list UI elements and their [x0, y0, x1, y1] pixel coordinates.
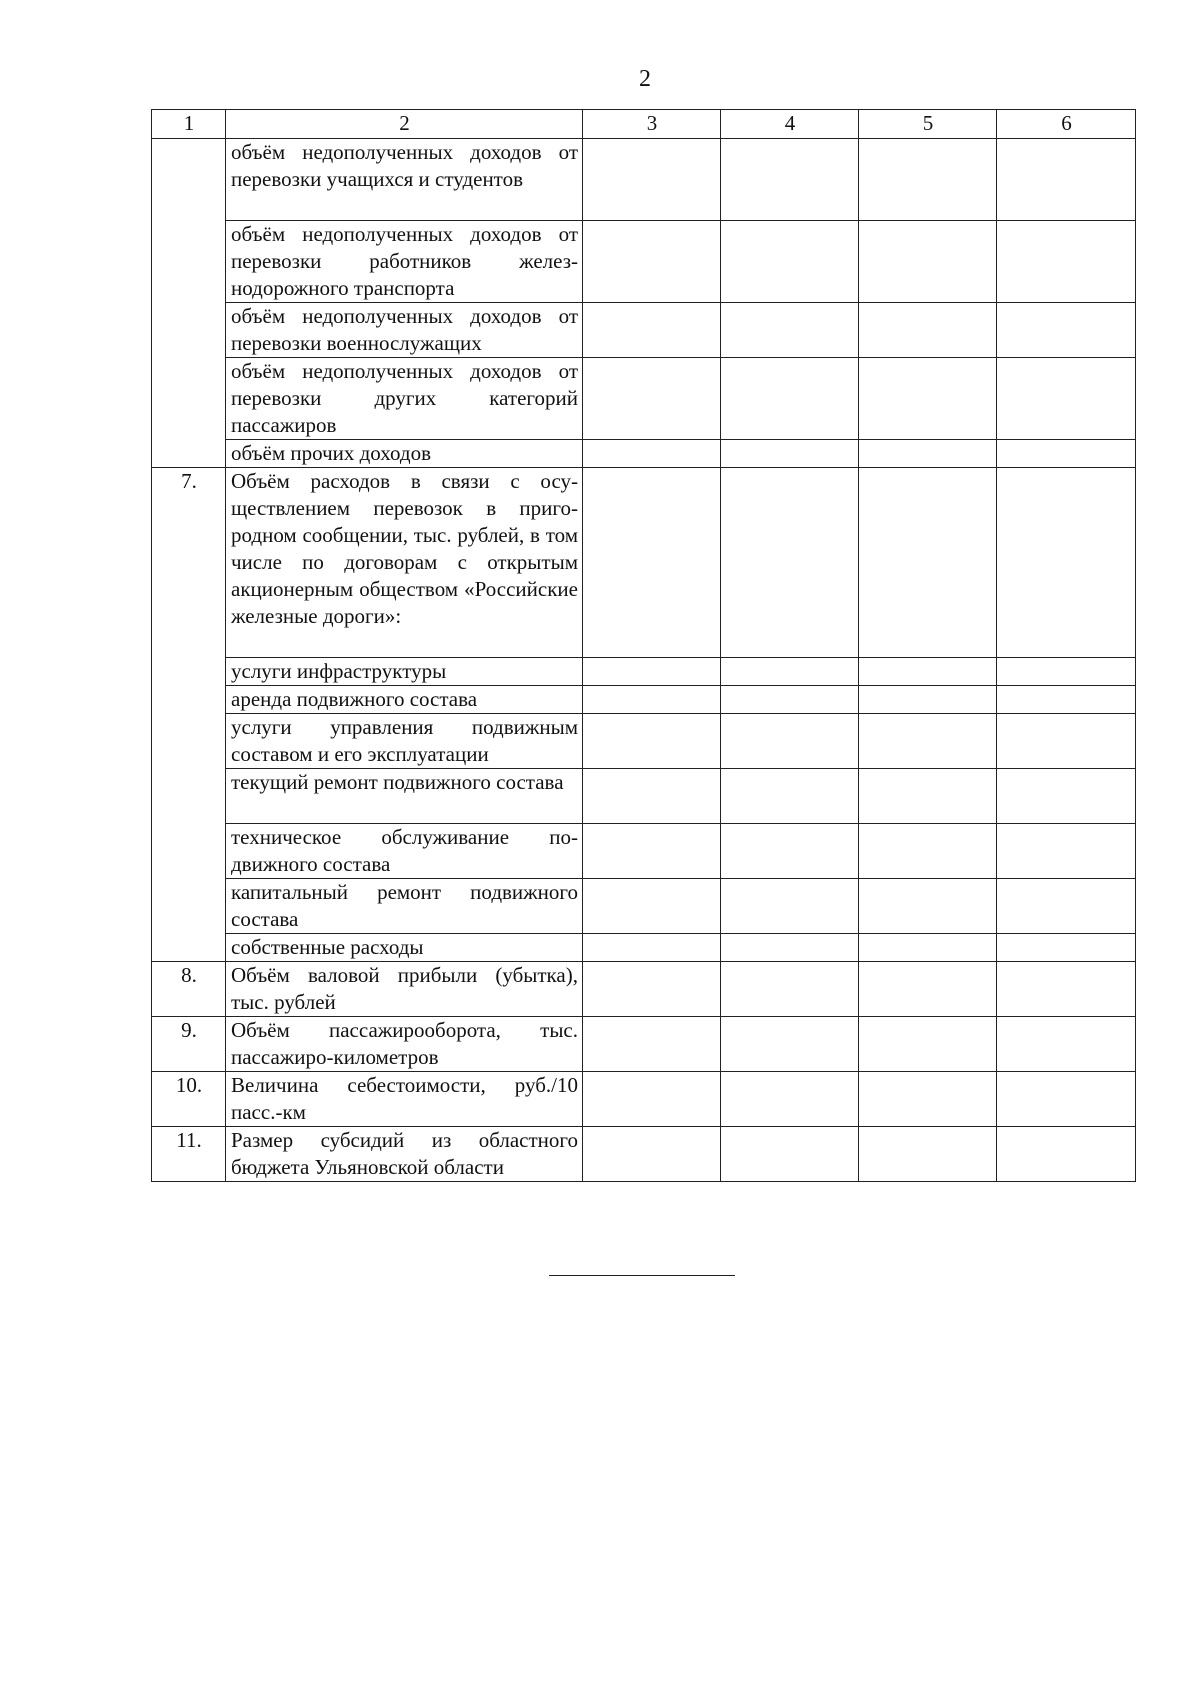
value-cell — [583, 658, 721, 686]
value-cell — [859, 440, 997, 468]
table-row — [152, 686, 1136, 714]
row-number-cell: 8. — [152, 962, 226, 1017]
value-cell — [721, 468, 859, 658]
value-cell — [583, 358, 721, 440]
value-cell — [859, 658, 997, 686]
table-header-row — [152, 110, 1136, 139]
value-cell — [997, 303, 1136, 358]
value-cell — [721, 1072, 859, 1127]
value-cell — [997, 358, 1136, 440]
value-cell — [721, 1127, 859, 1182]
value-cell — [859, 879, 997, 934]
end-rule — [549, 1275, 735, 1276]
value-cell — [583, 714, 721, 769]
value-cell — [997, 139, 1136, 221]
value-cell — [721, 769, 859, 824]
table-row — [152, 440, 1136, 468]
table-row — [152, 824, 1136, 879]
value-cell — [583, 769, 721, 824]
table-row — [152, 1017, 1136, 1072]
value-cell — [997, 769, 1136, 824]
row-number-cell — [152, 139, 226, 468]
column-header: 6 — [997, 110, 1136, 139]
value-cell — [583, 879, 721, 934]
table-row — [152, 1127, 1136, 1182]
value-cell — [721, 686, 859, 714]
row-description-cell: Размер субсидий из областного бюджета Ульяновской области — [226, 1127, 583, 1182]
column-header: 5 — [859, 110, 997, 139]
table-row — [152, 139, 1136, 221]
value-cell — [997, 962, 1136, 1017]
value-cell — [997, 714, 1136, 769]
value-cell — [859, 468, 997, 658]
value-cell — [583, 139, 721, 221]
value-cell — [859, 1072, 997, 1127]
value-cell — [859, 303, 997, 358]
data-table — [151, 109, 1136, 1182]
value-cell — [859, 824, 997, 879]
row-description-cell: собственные расходы — [226, 934, 583, 962]
table-row — [152, 714, 1136, 769]
value-cell — [997, 934, 1136, 962]
row-description-cell: Объём расходов в связи с осуществлением перевозок в пригородном сообщении, тыс. рублей, в том числе по договорам с открытым акционерным обществом «Российские железные дороги»: — [226, 468, 583, 658]
value-cell — [859, 1127, 997, 1182]
row-description-cell: объём недополученных доходов от перевозки других категорий пассажиров — [226, 358, 583, 440]
table-row — [152, 358, 1136, 440]
table-row — [152, 221, 1136, 303]
value-cell — [721, 358, 859, 440]
value-cell — [721, 658, 859, 686]
row-number-cell: 10. — [152, 1072, 226, 1127]
value-cell — [721, 221, 859, 303]
value-cell — [859, 686, 997, 714]
page-number: 2 — [639, 66, 651, 92]
value-cell — [583, 824, 721, 879]
row-description-cell: Величина себестоимости, руб./10 пасс.-км — [226, 1072, 583, 1127]
column-header: 4 — [721, 110, 859, 139]
value-cell — [583, 686, 721, 714]
row-description-cell: техническое обслуживание подвижного состава — [226, 824, 583, 879]
row-number-cell: 11. — [152, 1127, 226, 1182]
value-cell — [583, 221, 721, 303]
value-cell — [583, 440, 721, 468]
row-number-cell: 9. — [152, 1017, 226, 1072]
value-cell — [859, 714, 997, 769]
value-cell — [583, 303, 721, 358]
value-cell — [997, 658, 1136, 686]
value-cell — [997, 1017, 1136, 1072]
row-description-cell: услуги управления подвижным составом и его эксплуатации — [226, 714, 583, 769]
table-row — [152, 658, 1136, 686]
row-description-cell: Объём пассажирооборота, тыс. пассажиро-километров — [226, 1017, 583, 1072]
value-cell — [583, 1127, 721, 1182]
value-cell — [583, 962, 721, 1017]
row-description-cell: текущий ремонт подвижного состава — [226, 769, 583, 824]
row-description-cell: капитальный ремонт подвижного состава — [226, 879, 583, 934]
table-row — [152, 468, 1136, 658]
value-cell — [859, 221, 997, 303]
row-description-cell: объём прочих доходов — [226, 440, 583, 468]
value-cell — [997, 468, 1136, 658]
column-header: 3 — [583, 110, 721, 139]
value-cell — [859, 358, 997, 440]
column-header: 2 — [226, 110, 583, 139]
value-cell — [721, 139, 859, 221]
table-row — [152, 934, 1136, 962]
value-cell — [721, 303, 859, 358]
value-cell — [721, 440, 859, 468]
value-cell — [997, 879, 1136, 934]
row-number-cell: 7. — [152, 468, 226, 962]
value-cell — [583, 1072, 721, 1127]
value-cell — [859, 139, 997, 221]
value-cell — [721, 1017, 859, 1072]
value-cell — [721, 879, 859, 934]
row-description-cell: объём недополученных доходов от перевозки работников железнодорожного транспорта — [226, 221, 583, 303]
value-cell — [859, 962, 997, 1017]
value-cell — [997, 686, 1136, 714]
row-description-cell: Объём валовой прибыли (убытка), тыс. рублей — [226, 962, 583, 1017]
value-cell — [997, 1072, 1136, 1127]
column-header: 1 — [152, 110, 226, 139]
value-cell — [859, 1017, 997, 1072]
value-cell — [721, 824, 859, 879]
table-row — [152, 879, 1136, 934]
value-cell — [997, 440, 1136, 468]
value-cell — [721, 962, 859, 1017]
value-cell — [583, 468, 721, 658]
row-description-cell: аренда подвижного состава — [226, 686, 583, 714]
value-cell — [859, 769, 997, 824]
row-description-cell: услуги инфраструктуры — [226, 658, 583, 686]
value-cell — [997, 221, 1136, 303]
table-row — [152, 1072, 1136, 1127]
row-description-cell: объём недополученных доходов от перевозки военнослужащих — [226, 303, 583, 358]
table-row — [152, 303, 1136, 358]
value-cell — [583, 1017, 721, 1072]
value-cell — [721, 714, 859, 769]
value-cell — [859, 934, 997, 962]
value-cell — [721, 934, 859, 962]
value-cell — [997, 1127, 1136, 1182]
value-cell — [583, 934, 721, 962]
value-cell — [997, 824, 1136, 879]
row-description-cell: объём недополученных доходов от перевозки учащихся и студентов — [226, 139, 583, 221]
table-row — [152, 962, 1136, 1017]
table-row — [152, 769, 1136, 824]
